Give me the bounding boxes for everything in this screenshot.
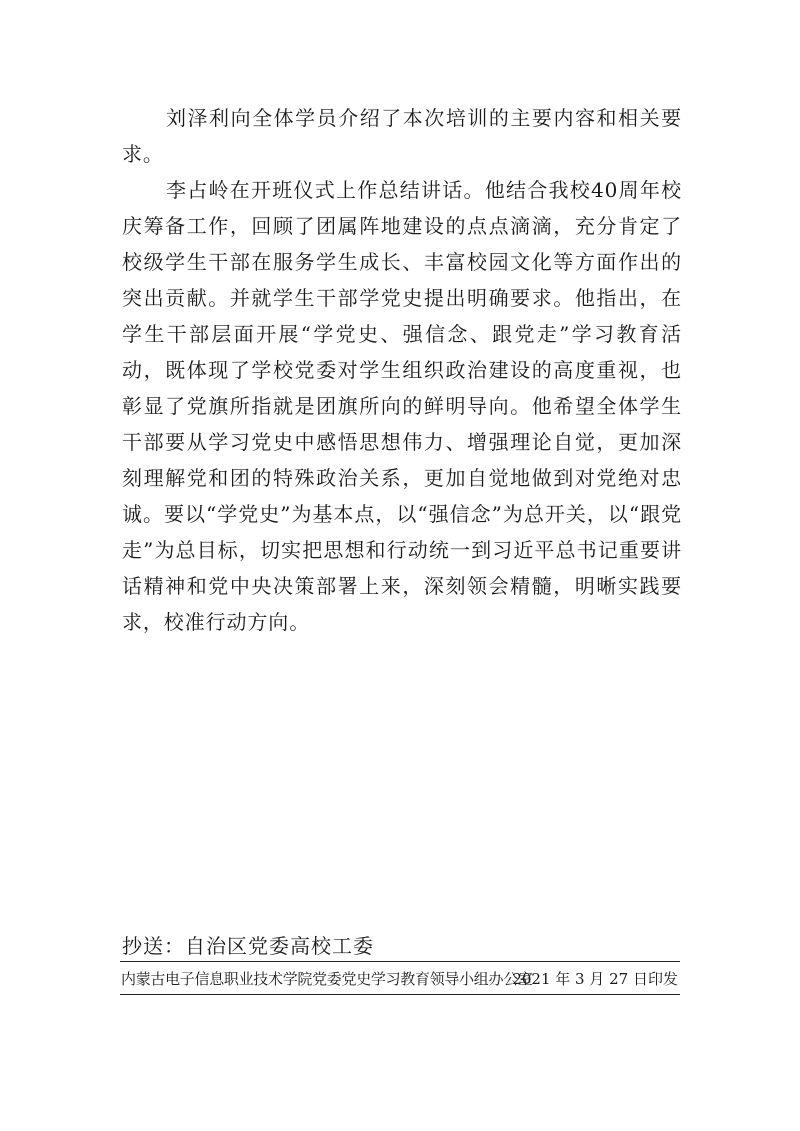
- footer-rule-top: [120, 961, 680, 962]
- paragraph-introduction: 刘泽利向全体学员介绍了本次培训的主要内容和相关要求。: [122, 106, 682, 166]
- footer-rule-bottom: [120, 994, 680, 995]
- issue-date: 2021 年 3 月 27 日印发: [512, 970, 678, 988]
- cc-recipients: 抄送：自治区党委高校工委: [122, 934, 374, 958]
- paragraph-speech: 李占岭在开班仪式上作总结讲话。他结合我校40周年校庆筹备工作，回顾了团属阵地建设的点点滴滴，充分肯定了校级学生干部在服务学生成长、丰富校园文化等方面作出的突出贡献。并就学生干部学党史提出明确要求。他指出，在学生干部层面开展“学党史、强信念、跟党走”学习教育活动，既体现了学校党委对学生组织政治建设的高度重视，也彰显了党旗所指就是团旗所向的鲜明导向。他希望全体学生干部要从学习党史中感悟思想伟力、增强理论自觉，更加深刻理解党和团的特殊政治关系，更加自觉地做到对党绝对忠诚。要以“学党史”为基本点，以“强信念”为总开关，以“跟党走”为总目标，切实把思想和行动统一到习近平总书记重要讲话精神和党中央决策部署上来，深刻领会精髓，明晰实践要求，校准行动方向。: [122, 178, 682, 634]
- document-body: [122, 100, 682, 640]
- issuing-office: 内蒙古电子信息职业技术学院党委党史学习教育领导小组办公室: [121, 970, 533, 988]
